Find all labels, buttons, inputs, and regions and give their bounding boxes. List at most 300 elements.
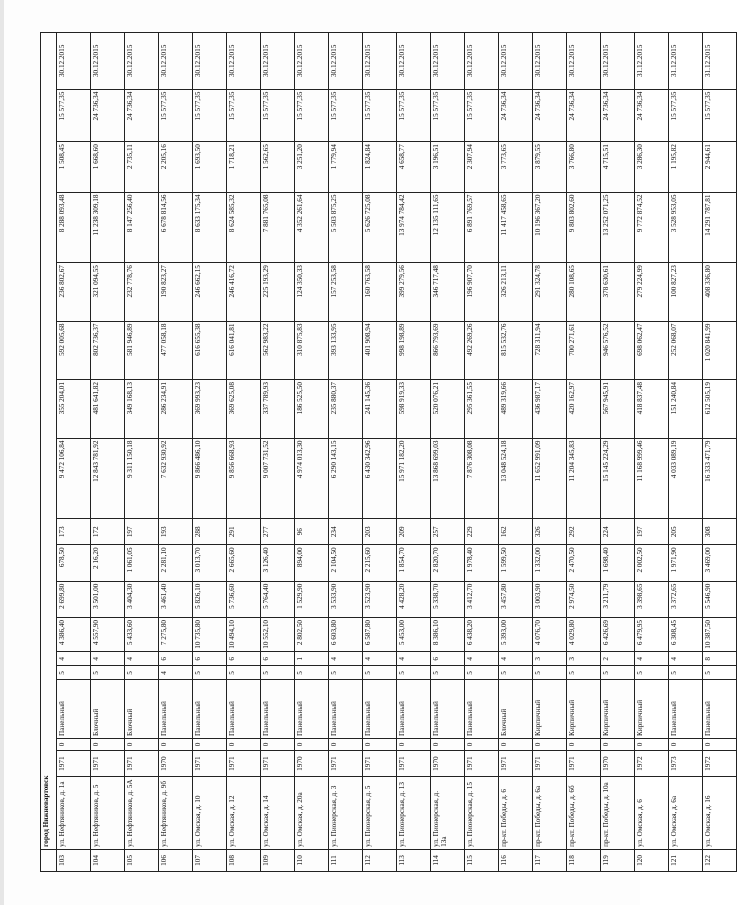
cell-common-area: 2 665,60 bbox=[227, 545, 261, 581]
cell-total-area: 6 587,80 bbox=[363, 617, 397, 651]
cell-total-cost: 9 472 106,84 bbox=[57, 438, 91, 519]
cell-row-number: 119 bbox=[601, 849, 635, 871]
cell-total-cost: 4 033 089,19 bbox=[669, 438, 703, 519]
cell-cost-part-1: 369 625,08 bbox=[227, 380, 261, 438]
cell-cost-part-1: 151 240,84 bbox=[669, 380, 703, 438]
cell-row-number: 109 bbox=[261, 849, 295, 871]
table-row bbox=[567, 33, 601, 872]
cell-living-area: 5 736,60 bbox=[227, 581, 261, 617]
cell-row-number: 103 bbox=[57, 849, 91, 871]
cell-cost-per-sqm: 1 508,45 bbox=[57, 142, 91, 192]
cell-cost-part-3: 246 662,15 bbox=[193, 263, 227, 321]
cell-residents: 224 bbox=[601, 519, 635, 545]
cell-floors: 5 bbox=[397, 666, 431, 680]
table-row bbox=[193, 33, 227, 872]
cell-total-area: 5 453,00 bbox=[397, 617, 431, 651]
table-row bbox=[601, 33, 635, 872]
cell-cost-per-sqm: 2 944,61 bbox=[703, 142, 737, 192]
city-header-row bbox=[41, 33, 57, 872]
cell-row-number: 110 bbox=[295, 849, 329, 871]
cell-total-cost: 9 856 668,93 bbox=[227, 438, 261, 519]
cell-total-area: 5 393,00 bbox=[499, 617, 533, 651]
cell-total-cost: 9 311 150,18 bbox=[125, 438, 159, 519]
cell-completion-date: 30.12.2015 bbox=[57, 33, 91, 90]
cell-cost-part-2: 815 532,76 bbox=[499, 321, 533, 379]
cell-entrances: 4 bbox=[91, 652, 125, 666]
cell-completion-date: 30.12.2015 bbox=[363, 33, 397, 90]
cell-row-number: 106 bbox=[159, 849, 193, 871]
cell-cost-per-sqm: 2 307,94 bbox=[465, 142, 499, 192]
cell-living-area: 3 501,00 bbox=[91, 581, 125, 617]
cell-cost-part-3: 246 416,72 bbox=[227, 263, 261, 321]
cell-common-area: 1 978,40 bbox=[465, 545, 499, 581]
cell-cost-part-3: 321 094,55 bbox=[91, 263, 125, 321]
cell-cost-per-sqm: 1 718,21 bbox=[227, 142, 261, 192]
cell-limit-per-sqm: 24 736,34 bbox=[125, 89, 159, 141]
cell-limit-per-sqm: 24 736,34 bbox=[601, 89, 635, 141]
cell-address: ул. Пионерская, д. 13 bbox=[397, 777, 431, 850]
cell-living-area: 2 699,80 bbox=[57, 581, 91, 617]
cell-cost-part-2: 946 576,52 bbox=[601, 321, 635, 379]
cell-cost-part-4: 9 772 874,52 bbox=[635, 192, 669, 263]
cell-total-cost: 13 048 524,18 bbox=[499, 438, 533, 519]
cell-flag: 0 bbox=[499, 738, 533, 750]
cell-cost-part-3: 291 324,78 bbox=[533, 263, 567, 321]
city-name: город Нижневартовск bbox=[41, 33, 57, 850]
cell-cost-part-1: 612 505,19 bbox=[703, 380, 737, 438]
cell-total-cost: 7 876 308,08 bbox=[465, 438, 499, 519]
cell-floors: 5 bbox=[533, 666, 567, 680]
cell-floors: 5 bbox=[193, 666, 227, 680]
cell-row-number: 121 bbox=[669, 849, 703, 871]
cell-flag: 0 bbox=[91, 738, 125, 750]
cell-cost-part-4: 3 528 953,05 bbox=[669, 192, 703, 263]
cell-flag: 0 bbox=[125, 738, 159, 750]
cell-cost-part-1: 295 361,55 bbox=[465, 380, 499, 438]
cell-limit-per-sqm: 15 577,35 bbox=[397, 89, 431, 141]
cell-entrances: 4 bbox=[57, 652, 91, 666]
cell-residents: 205 bbox=[669, 519, 703, 545]
cell-total-area: 4 557,90 bbox=[91, 617, 125, 651]
cell-entrances: 4 bbox=[499, 652, 533, 666]
cell-entrances: 4 bbox=[125, 652, 159, 666]
cell-floors: 5 bbox=[601, 666, 635, 680]
cell-living-area: 3 523,90 bbox=[363, 581, 397, 617]
cell-row-number: 114 bbox=[431, 849, 465, 871]
cell-limit-per-sqm: 15 577,35 bbox=[465, 89, 499, 141]
cell-build-year: 1971 bbox=[533, 751, 567, 777]
cell-floors: 5 bbox=[295, 666, 329, 680]
cell-cost-part-2: 866 793,69 bbox=[431, 321, 465, 379]
table-row bbox=[465, 33, 499, 872]
cell-flag: 0 bbox=[635, 738, 669, 750]
cell-residents: 308 bbox=[703, 519, 737, 545]
cell-flag: 0 bbox=[703, 738, 737, 750]
cell-total-cost: 11 168 999,46 bbox=[635, 438, 669, 519]
cell-row-number: 105 bbox=[125, 849, 159, 871]
table-row bbox=[499, 33, 533, 872]
cell-living-area: 5 826,10 bbox=[193, 581, 227, 617]
cell-limit-per-sqm: 15 577,35 bbox=[159, 89, 193, 141]
cell-cost-part-2: 616 655,38 bbox=[193, 321, 227, 379]
cell-limit-per-sqm: 15 577,35 bbox=[227, 89, 261, 141]
cell-build-year: 1972 bbox=[703, 751, 737, 777]
cell-cost-per-sqm: 4 658,77 bbox=[397, 142, 431, 192]
cell-total-cost: 16 333 471,79 bbox=[703, 438, 737, 519]
cell-completion-date: 30.12.2015 bbox=[159, 33, 193, 90]
cell-build-year: 1971 bbox=[57, 751, 91, 777]
cell-wall-material: Панельный bbox=[431, 680, 465, 738]
cell-cost-part-1: 489 319,66 bbox=[499, 380, 533, 438]
cell-cost-part-2: 310 875,83 bbox=[295, 321, 329, 379]
cell-address: ул. Пионерская, д. 5 bbox=[363, 777, 397, 850]
cell-cost-part-1: 598 919,33 bbox=[397, 380, 431, 438]
cell-living-area: 4 428,20 bbox=[397, 581, 431, 617]
cell-common-area: 2 281,10 bbox=[159, 545, 193, 581]
cell-common-area: 2 002,50 bbox=[635, 545, 669, 581]
cell-build-year: 1971 bbox=[567, 751, 601, 777]
cell-living-area: 5 764,40 bbox=[261, 581, 295, 617]
cell-address: ул. Пионерская, д. 3 bbox=[329, 777, 363, 850]
cell-wall-material: Панельный bbox=[465, 680, 499, 738]
cell-wall-material: Панельный bbox=[57, 680, 91, 738]
cell-living-area: 3 211,79 bbox=[601, 581, 635, 617]
cell-cost-part-1: 481 641,82 bbox=[91, 380, 125, 438]
cell-living-area: 3 372,65 bbox=[669, 581, 703, 617]
cell-cost-part-4: 4 352 261,64 bbox=[295, 192, 329, 263]
cell-completion-date: 30.12.2015 bbox=[227, 33, 261, 90]
cell-living-area: 2 974,50 bbox=[567, 581, 601, 617]
cell-total-cost: 12 843 781,92 bbox=[91, 438, 125, 519]
table-row bbox=[397, 33, 431, 872]
cell-total-cost: 6 430 342,96 bbox=[363, 438, 397, 519]
cell-cost-per-sqm: 3 766,80 bbox=[567, 142, 601, 192]
cell-cost-part-4: 5 503 875,25 bbox=[329, 192, 363, 263]
cell-total-area: 10 494,10 bbox=[227, 617, 261, 651]
cell-cost-part-3: 346 717,48 bbox=[431, 263, 465, 321]
cell-flag: 0 bbox=[465, 738, 499, 750]
cell-cost-part-1: 235 880,37 bbox=[329, 380, 363, 438]
cell-flag: 0 bbox=[533, 738, 567, 750]
cell-residents: 209 bbox=[397, 519, 431, 545]
cell-wall-material: Панельный bbox=[227, 680, 261, 738]
cell-limit-per-sqm: 15 577,35 bbox=[295, 89, 329, 141]
cell-living-area: 3 404,30 bbox=[125, 581, 159, 617]
cell-total-area: 10 387,50 bbox=[703, 617, 737, 651]
cell-build-year: 1971 bbox=[91, 751, 125, 777]
cell-row-number: 111 bbox=[329, 849, 363, 871]
cell-completion-date: 30.12.2015 bbox=[193, 33, 227, 90]
cell-wall-material: Панельный bbox=[193, 680, 227, 738]
cell-residents: 326 bbox=[533, 519, 567, 545]
cell-entrances: 3 bbox=[533, 652, 567, 666]
cell-completion-date: 30.12.2015 bbox=[295, 33, 329, 90]
cell-build-year: 1971 bbox=[261, 751, 295, 777]
cell-cost-part-2: 728 311,94 bbox=[533, 321, 567, 379]
cell-floors: 5 bbox=[363, 666, 397, 680]
cell-completion-date: 30.12.2015 bbox=[499, 33, 533, 90]
cell-flag: 0 bbox=[431, 738, 465, 750]
cell-limit-per-sqm: 15 577,35 bbox=[363, 89, 397, 141]
cell-limit-per-sqm: 15 577,35 bbox=[193, 89, 227, 141]
table-row bbox=[295, 33, 329, 872]
cell-total-area: 6 438,20 bbox=[465, 617, 499, 651]
cell-flag: 0 bbox=[261, 738, 295, 750]
cell-wall-material: Панельный bbox=[669, 680, 703, 738]
cell-row-number: 118 bbox=[567, 849, 601, 871]
cell-cost-part-1: 520 076,21 bbox=[431, 380, 465, 438]
cell-cost-part-2: 592 005,68 bbox=[57, 321, 91, 379]
cell-cost-per-sqm: 3 286,30 bbox=[635, 142, 669, 192]
cell-total-area: 7 275,80 bbox=[159, 617, 193, 651]
cell-entrances: 1 bbox=[295, 652, 329, 666]
cell-cost-part-3: 279 224,99 bbox=[635, 263, 669, 321]
cell-build-year: 1971 bbox=[465, 751, 499, 777]
cell-address: ул. Омская, д. 10 bbox=[193, 777, 227, 850]
cell-common-area: 894,00 bbox=[295, 545, 329, 581]
cell-cost-part-3: 399 279,56 bbox=[397, 263, 431, 321]
cell-total-cost: 9 866 486,10 bbox=[193, 438, 227, 519]
cell-cost-part-2: 698 062,47 bbox=[635, 321, 669, 379]
cell-common-area: 2 470,50 bbox=[567, 545, 601, 581]
cell-row-number: 108 bbox=[227, 849, 261, 871]
cell-cost-part-3: 408 336,80 bbox=[703, 263, 737, 321]
cell-address: ул. Нефтяников, д. 1а bbox=[57, 777, 91, 850]
cell-build-year: 1970 bbox=[295, 751, 329, 777]
cell-cost-per-sqm: 3 879,55 bbox=[533, 142, 567, 192]
cell-wall-material: Блочный bbox=[125, 680, 159, 738]
cell-common-area: 2 16,20 bbox=[91, 545, 125, 581]
cell-cost-part-2: 393 133,95 bbox=[329, 321, 363, 379]
cell-living-area: 5 546,90 bbox=[703, 581, 737, 617]
cell-address: пр-кт. Победы, д. 6б bbox=[567, 777, 601, 850]
cell-row-number: 122 bbox=[703, 849, 737, 871]
table-row bbox=[363, 33, 397, 872]
cell-cost-part-2: 700 271,61 bbox=[567, 321, 601, 379]
cell-limit-per-sqm: 24 736,34 bbox=[635, 89, 669, 141]
cell-completion-date: 30.12.2015 bbox=[329, 33, 363, 90]
cell-completion-date: 30.12.2015 bbox=[91, 33, 125, 90]
cell-limit-per-sqm: 15 577,35 bbox=[57, 89, 91, 141]
cell-build-year: 1971 bbox=[363, 751, 397, 777]
cell-entrances: 3 bbox=[567, 652, 601, 666]
cell-cost-part-1: 355 204,01 bbox=[57, 380, 91, 438]
cell-address: ул. Нефтяников, д. 5А bbox=[125, 777, 159, 850]
cell-entrances: 4 bbox=[465, 652, 499, 666]
cell-cost-part-3: 225 193,29 bbox=[261, 263, 295, 321]
cell-floors: 5 bbox=[329, 666, 363, 680]
cell-cost-per-sqm: 3 196,51 bbox=[431, 142, 465, 192]
cell-total-area: 4 386,40 bbox=[57, 617, 91, 651]
cell-limit-per-sqm: 24 736,34 bbox=[533, 89, 567, 141]
cell-flag: 0 bbox=[363, 738, 397, 750]
cell-build-year: 1971 bbox=[499, 751, 533, 777]
cell-common-area: 1 061,05 bbox=[125, 545, 159, 581]
table-row bbox=[329, 33, 363, 872]
cell-flag: 0 bbox=[159, 738, 193, 750]
cell-completion-date: 31.12.2015 bbox=[703, 33, 737, 90]
cell-flag: 0 bbox=[227, 738, 261, 750]
cell-limit-per-sqm: 24 736,34 bbox=[91, 89, 125, 141]
cell-address: ул. Нефтяников, д. 5 bbox=[91, 777, 125, 850]
cell-common-area: 1 698,40 bbox=[601, 545, 635, 581]
cell-address: пр-кт. Победы, д. 6 bbox=[499, 777, 533, 850]
cell-total-cost: 15 971 182,20 bbox=[397, 438, 431, 519]
cell-cost-part-1: 420 162,97 bbox=[567, 380, 601, 438]
cell-limit-per-sqm: 15 577,35 bbox=[669, 89, 703, 141]
cell-residents: 234 bbox=[329, 519, 363, 545]
table-row bbox=[159, 33, 193, 872]
cell-floors: 5 bbox=[91, 666, 125, 680]
cell-cost-part-4: 12 135 111,65 bbox=[431, 192, 465, 263]
cell-floors: 5 bbox=[431, 666, 465, 680]
cell-cost-part-4: 8 624 585,32 bbox=[227, 192, 261, 263]
table-row bbox=[669, 33, 703, 872]
cell-cost-part-4: 9 803 802,60 bbox=[567, 192, 601, 263]
cell-build-year: 1971 bbox=[397, 751, 431, 777]
cell-residents: 162 bbox=[499, 519, 533, 545]
cell-total-area: 5 433,60 bbox=[125, 617, 159, 651]
cell-floors: 4 bbox=[159, 666, 193, 680]
cell-flag: 0 bbox=[669, 738, 703, 750]
cell-floors: 5 bbox=[227, 666, 261, 680]
cell-cost-per-sqm: 4 715,51 bbox=[601, 142, 635, 192]
cell-address: ул. Омская, д. 6 bbox=[635, 777, 669, 850]
cell-cost-part-1: 241 145,36 bbox=[363, 380, 397, 438]
cell-cost-part-1: 418 837,48 bbox=[635, 380, 669, 438]
cell-cost-part-4: 13 252 071,25 bbox=[601, 192, 635, 263]
cell-total-area: 10 735,80 bbox=[193, 617, 227, 651]
cell-living-area: 3 412,70 bbox=[465, 581, 499, 617]
cell-build-year: 1970 bbox=[601, 751, 635, 777]
scan-edge-shadow bbox=[0, 0, 4, 905]
cell-cost-part-3: 232 778,76 bbox=[125, 263, 159, 321]
cell-cost-part-4: 8 147 256,40 bbox=[125, 192, 159, 263]
rotated-table-wrapper bbox=[40, 32, 712, 872]
cell-cost-per-sqm: 1 668,60 bbox=[91, 142, 125, 192]
cell-wall-material: Блочный bbox=[499, 680, 533, 738]
cell-cost-part-4: 11 417 458,65 bbox=[499, 192, 533, 263]
cell-cost-part-3: 378 630,61 bbox=[601, 263, 635, 321]
cell-common-area: 1 971,90 bbox=[669, 545, 703, 581]
table-row bbox=[261, 33, 295, 872]
cell-residents: 288 bbox=[193, 519, 227, 545]
cell-entrances: 4 bbox=[397, 652, 431, 666]
cell-common-area: 1 854,70 bbox=[397, 545, 431, 581]
table-row bbox=[431, 33, 465, 872]
cell-completion-date: 30.12.2015 bbox=[261, 33, 295, 90]
cell-cost-part-4: 7 881 765,08 bbox=[261, 192, 295, 263]
cell-cost-part-3: 196 907,70 bbox=[465, 263, 499, 321]
cell-total-cost: 15 145 224,29 bbox=[601, 438, 635, 519]
cell-total-area: 10 552,10 bbox=[261, 617, 295, 651]
cell-build-year: 1971 bbox=[193, 751, 227, 777]
cell-residents: 203 bbox=[363, 519, 397, 545]
cell-cost-part-2: 581 946,89 bbox=[125, 321, 159, 379]
cell-wall-material: Кирпичный bbox=[601, 680, 635, 738]
cell-total-cost: 6 290 143,15 bbox=[329, 438, 363, 519]
cell-flag: 0 bbox=[397, 738, 431, 750]
cell-wall-material: Панельный bbox=[329, 680, 363, 738]
cell-living-area: 3 533,90 bbox=[329, 581, 363, 617]
cell-total-area: 4 076,70 bbox=[533, 617, 567, 651]
cell-cost-per-sqm: 1 824,84 bbox=[363, 142, 397, 192]
cell-entrances: 6 bbox=[261, 652, 295, 666]
cell-cost-part-4: 6 678 814,56 bbox=[159, 192, 193, 263]
cell-cost-part-1: 186 525,50 bbox=[295, 380, 329, 438]
cell-residents: 291 bbox=[227, 519, 261, 545]
table-row bbox=[125, 33, 159, 872]
cell-build-year: 1970 bbox=[159, 751, 193, 777]
cell-wall-material: Панельный bbox=[159, 680, 193, 738]
cell-address: ул. Омская, д. 20а bbox=[295, 777, 329, 850]
cell-row-number: 113 bbox=[397, 849, 431, 871]
cell-common-area: 2 820,70 bbox=[431, 545, 465, 581]
cell-row-number: 112 bbox=[363, 849, 397, 871]
cell-completion-date: 30.12.2015 bbox=[125, 33, 159, 90]
cell-address: ул. Омская, д. 16 bbox=[703, 777, 737, 850]
cell-cost-part-2: 252 068,07 bbox=[669, 321, 703, 379]
cell-address: ул. Пионерская, д. 13а bbox=[431, 777, 465, 850]
cell-limit-per-sqm: 15 577,35 bbox=[329, 89, 363, 141]
cell-row-number: 104 bbox=[91, 849, 125, 871]
cell-completion-date: 30.12.2015 bbox=[397, 33, 431, 90]
cell-completion-date: 30.12.2015 bbox=[567, 33, 601, 90]
cell-common-area: 1 599,50 bbox=[499, 545, 533, 581]
cell-limit-per-sqm: 24 736,34 bbox=[499, 89, 533, 141]
cell-completion-date: 31.12.2015 bbox=[635, 33, 669, 90]
cell-address: ул. Омская, д. 6а bbox=[669, 777, 703, 850]
cell-residents: 229 bbox=[465, 519, 499, 545]
table-row bbox=[703, 33, 737, 872]
cell-wall-material: Панельный bbox=[703, 680, 737, 738]
cell-cost-part-2: 401 908,94 bbox=[363, 321, 397, 379]
cell-residents: 197 bbox=[635, 519, 669, 545]
cell-address: ул. Пионерская, д. 15 bbox=[465, 777, 499, 850]
cell-floors: 5 bbox=[261, 666, 295, 680]
cell-entrances: 6 bbox=[431, 652, 465, 666]
cell-cost-part-1: 369 993,23 bbox=[193, 380, 227, 438]
cell-address: ул. Омская, д. 14 bbox=[261, 777, 295, 850]
cell-common-area: 3 469,00 bbox=[703, 545, 737, 581]
cell-entrances: 4 bbox=[669, 652, 703, 666]
cell-build-year: 1970 bbox=[431, 751, 465, 777]
cell-total-cost: 7 632 930,92 bbox=[159, 438, 193, 519]
cell-common-area: 2 104,50 bbox=[329, 545, 363, 581]
cell-flag: 0 bbox=[295, 738, 329, 750]
cell-common-area: 2 215,60 bbox=[363, 545, 397, 581]
cell-row-number: 115 bbox=[465, 849, 499, 871]
cell-cost-per-sqm: 2 205,16 bbox=[159, 142, 193, 192]
cell-cost-part-4: 13 974 784,42 bbox=[397, 192, 431, 263]
cell-cost-part-4: 6 891 769,57 bbox=[465, 192, 499, 263]
table-row bbox=[91, 33, 125, 872]
cell-living-area: 3 398,65 bbox=[635, 581, 669, 617]
cell-cost-part-3: 157 253,58 bbox=[329, 263, 363, 321]
cell-cost-part-3: 124 350,33 bbox=[295, 263, 329, 321]
cell-floors: 5 bbox=[635, 666, 669, 680]
cell-wall-material: Кирпичный bbox=[533, 680, 567, 738]
cell-cost-part-2: 477 058,18 bbox=[159, 321, 193, 379]
cell-wall-material: Панельный bbox=[363, 680, 397, 738]
cell-common-area: 3 013,70 bbox=[193, 545, 227, 581]
cell-cost-part-1: 436 987,17 bbox=[533, 380, 567, 438]
cell-residents: 197 bbox=[125, 519, 159, 545]
cell-address: пр-кт. Победы, д. 6а bbox=[533, 777, 567, 850]
cell-cost-part-2: 998 198,89 bbox=[397, 321, 431, 379]
cell-total-area: 6 603,80 bbox=[329, 617, 363, 651]
cell-completion-date: 30.12.2015 bbox=[465, 33, 499, 90]
